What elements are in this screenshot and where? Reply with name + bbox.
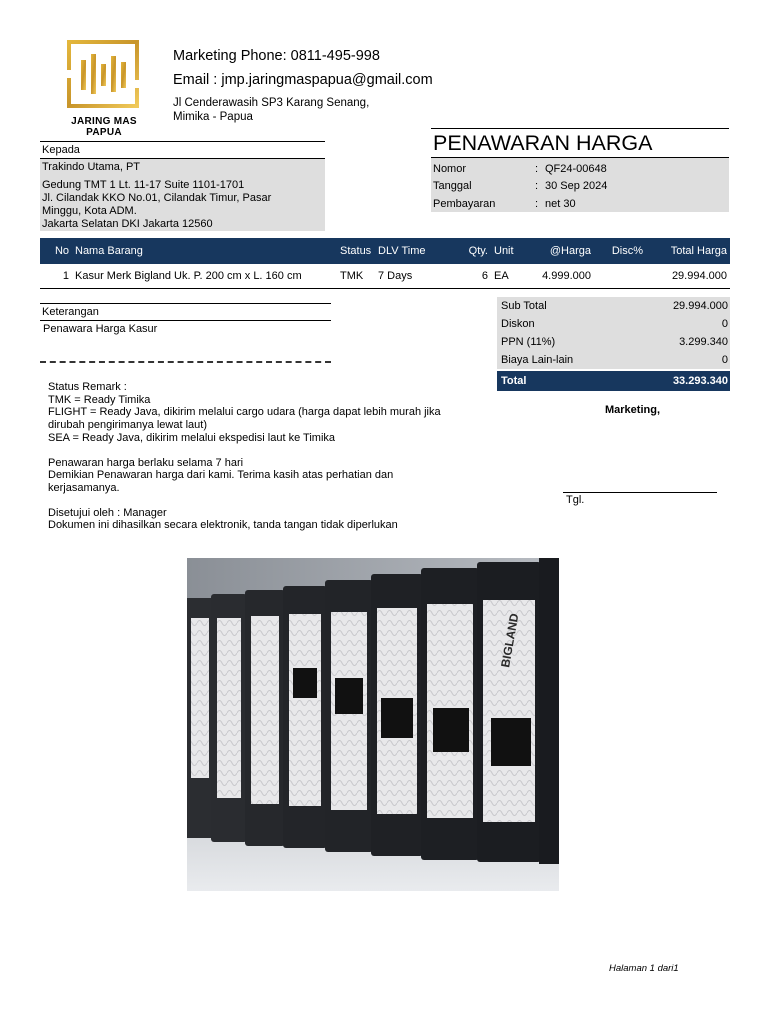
contact-block xyxy=(173,48,433,124)
address-line-1: Jl Cenderawasih SP3 Karang Senang, xyxy=(173,97,370,109)
cell-unit: EA xyxy=(491,264,531,288)
col-name: Nama Barang xyxy=(72,238,337,264)
remarks-closing: Demikian Penawaran harga dari kami. Terima kasih atas perhatian dan xyxy=(48,469,394,482)
col-status: Status xyxy=(337,238,375,264)
subtotal-row xyxy=(497,297,730,315)
recipient-header: Kepada xyxy=(40,141,325,159)
page-number: Halaman 1 dari1 xyxy=(609,963,679,974)
remarks-title: Status Remark : xyxy=(48,381,127,393)
total-label: Sub Total xyxy=(501,300,547,312)
signature-role: Marketing, xyxy=(605,404,661,416)
quote-block xyxy=(431,128,729,212)
quote-field-pembayaran xyxy=(431,195,729,213)
logo-text: JARING MAS PAPUA xyxy=(71,116,137,138)
remarks-flight-cont: dirubah pengirimanya lewat laut) xyxy=(48,419,207,432)
col-harga: @Harga xyxy=(531,238,594,264)
other-costs-row xyxy=(497,351,730,369)
remarks-validity: Penawaran harga berlaku selama 7 hari xyxy=(48,456,244,469)
recipient-line: Jl. Cilandak KKO No.01, Cilandak Timur, Pasar xyxy=(42,192,272,204)
total-value: 3.299.340 xyxy=(679,336,728,348)
remarks-tmk: TMK = Ready Timika xyxy=(48,393,151,406)
cell-disc xyxy=(594,264,646,288)
recipient-line: Jakarta Selatan DKI Jakarta 12560 xyxy=(42,218,213,230)
total-value: 0 xyxy=(721,318,728,330)
recipient-line: Gedung TMT 1 Lt. 11-17 Suite 1101-1701 xyxy=(42,179,245,191)
cell-qty: 6 xyxy=(459,264,491,288)
remarks-approved: Disetujui oleh : Manager xyxy=(48,506,167,519)
total-value: 0 xyxy=(721,354,728,366)
grand-total-value: 33.293.340 xyxy=(672,375,728,387)
company-logo xyxy=(52,38,156,138)
table-header-row xyxy=(40,238,730,264)
notes-block xyxy=(40,303,331,337)
total-value: 29.994.000 xyxy=(672,300,728,312)
quote-meta xyxy=(431,158,729,212)
field-value: QF24-00648 xyxy=(545,162,607,175)
product-photo xyxy=(187,558,559,891)
table-row xyxy=(40,264,730,288)
email: Email : jmp.jaringmaspapua@gmail.com xyxy=(173,72,433,88)
grand-total-row xyxy=(497,371,730,391)
grand-total-label: Total xyxy=(501,375,527,387)
signature-line xyxy=(563,492,717,493)
field-label: Tanggal xyxy=(433,180,472,193)
field-value: net 30 xyxy=(545,197,576,210)
recipient-line: Minggu, Kota ADM. xyxy=(42,205,137,217)
cell-harga: 4.999.000 xyxy=(531,264,594,288)
total-label: Biaya Lain-lain xyxy=(501,354,574,366)
col-disc: Disc% xyxy=(594,238,646,264)
cell-dlv: 7 Days xyxy=(375,264,459,288)
signature-date-label: Tgl. xyxy=(566,494,585,506)
quote-field-tanggal xyxy=(431,178,729,196)
recipient-company: Trakindo Utama, PT xyxy=(42,161,141,173)
col-no: No xyxy=(40,238,72,264)
field-label: Pembayaran xyxy=(433,197,496,210)
remarks-electronic: Dokumen ini dihasilkan secara elektronik, tanda tangan tidak diperlukan xyxy=(48,519,398,532)
col-unit: Unit xyxy=(491,238,531,264)
logo-mark-icon xyxy=(67,40,139,108)
recipient-block xyxy=(40,141,325,231)
tax-row xyxy=(497,333,730,351)
remarks-closing-cont: kerjasamanya. xyxy=(48,481,120,494)
items-table xyxy=(40,238,730,289)
cell-no: 1 xyxy=(40,264,72,288)
marketing-phone: Marketing Phone: 0811-495-998 xyxy=(173,48,380,64)
quote-field-nomor xyxy=(431,160,729,178)
total-label: PPN (11%) xyxy=(501,336,556,348)
dashed-divider xyxy=(40,361,331,363)
total-label: Diskon xyxy=(501,318,535,330)
notes-header: Keterangan xyxy=(40,303,331,321)
remarks-block xyxy=(48,381,478,532)
recipient-body xyxy=(40,159,325,231)
address-line-2: Mimika - Papua xyxy=(173,111,253,123)
notes-text: Penawara Harga Kasur xyxy=(43,323,158,335)
quote-title: PENAWARAN HARGA xyxy=(431,128,729,158)
cell-name: Kasur Merk Bigland Uk. P. 200 cm x L. 160 cm xyxy=(72,264,337,288)
remarks-sea: SEA = Ready Java, dikirim melalui ekspedisi laut ke Timika xyxy=(48,431,336,444)
field-label: Nomor xyxy=(433,162,467,175)
discount-row xyxy=(497,315,730,333)
col-dlv: DLV Time xyxy=(375,238,459,264)
field-value: 30 Sep 2024 xyxy=(545,180,608,193)
mattress-stack-image xyxy=(187,558,559,891)
col-qty: Qty. xyxy=(459,238,491,264)
totals-block xyxy=(497,297,730,391)
cell-status: TMK xyxy=(337,264,375,288)
brand-print: BIGLAND xyxy=(498,612,522,669)
cell-total: 29.994.000 xyxy=(646,264,730,288)
field-colon: : xyxy=(535,180,539,193)
col-total: Total Harga xyxy=(646,238,730,264)
field-colon: : xyxy=(535,197,539,210)
field-colon: : xyxy=(535,162,539,175)
remarks-flight: FLIGHT = Ready Java, dikirim melalui cargo udara (harga dapat lebih murah jika xyxy=(48,406,441,419)
